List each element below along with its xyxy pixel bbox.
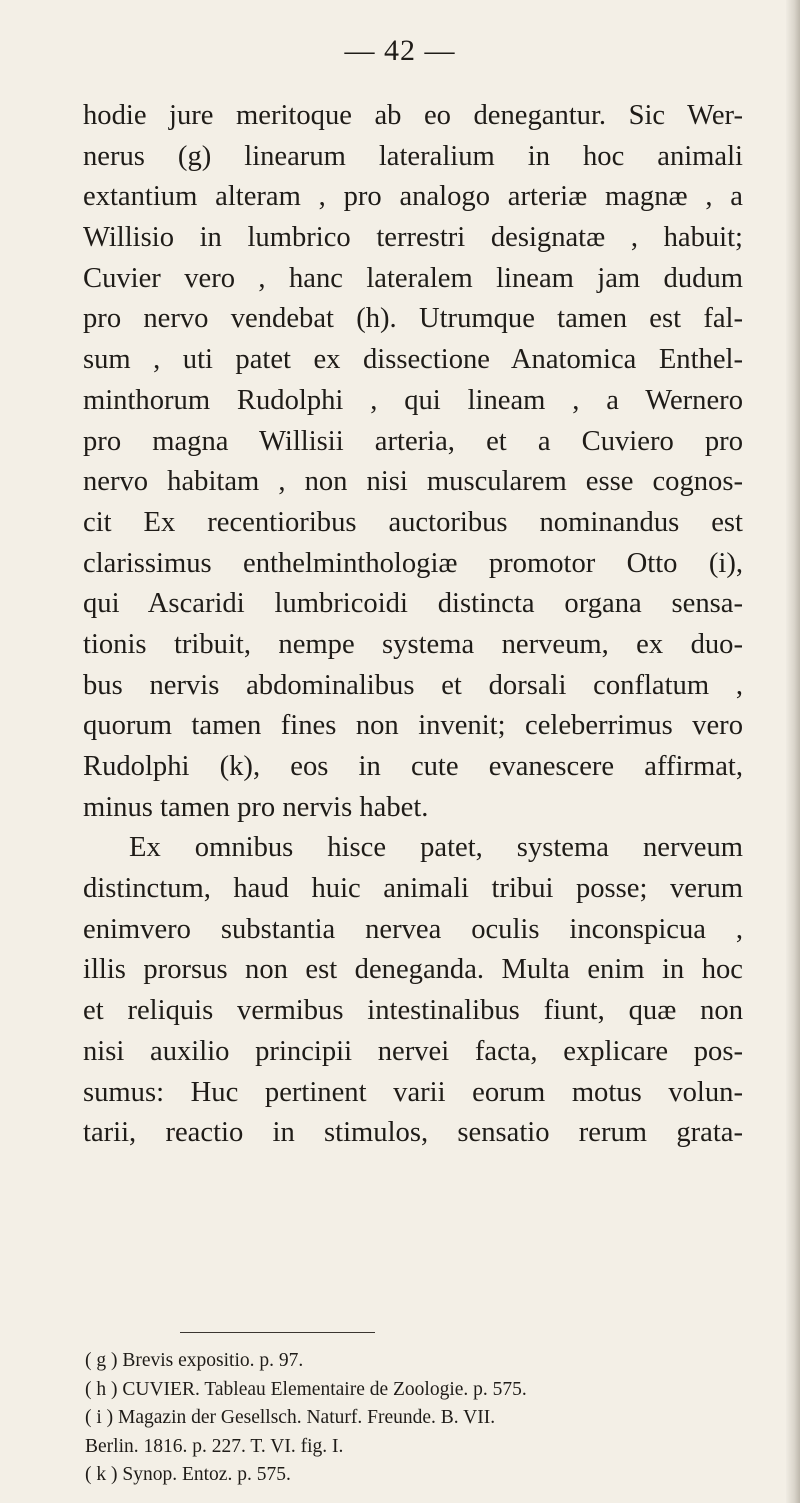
text-line: nisi auxilio principii nervei facta, explicare pos-: [83, 1035, 743, 1067]
body-text: [83, 96, 743, 1154]
footnote-i: ( i ) Magazin der Gesellsch. Naturf. Freunde. B. VII.: [85, 1407, 496, 1428]
text-line: bus nervis abdominalibus et dorsali conflatum ,: [83, 669, 743, 701]
text-line: clarissimus enthelminthologiæ promotor Otto (i),: [83, 547, 743, 579]
footnote-k: ( k ) Synop. Entoz. p. 575.: [85, 1464, 291, 1485]
page-edge: [786, 0, 800, 1503]
page-number: — 42 —: [344, 34, 456, 67]
footnote-divider: [180, 1332, 375, 1333]
text-line: sum , uti patet ex dissectione Anatomica Enthel-: [83, 344, 743, 376]
text-line: nerus (g) linearum lateralium in hoc animali: [83, 140, 743, 172]
text-line: tionis tribuit, nempe systema nerveum, ex duo-: [83, 628, 743, 660]
footnote-g: ( g ) Brevis expositio. p. 97.: [85, 1350, 304, 1371]
text-line: Rudolphi (k), eos in cute evanescere affirmat,: [83, 751, 743, 782]
text-line: et reliquis vermibus intestinalibus fiunt, quæ non: [83, 995, 743, 1027]
text-line: quorum tamen fines non invenit; celeberrimus vero: [83, 710, 743, 742]
text-line: hodie jure meritoque ab eo denegantur. Sic Wer-: [83, 100, 743, 131]
text-line: minus tamen pro nervis habet.: [83, 791, 429, 823]
footnote-i-continued: Berlin. 1816. p. 227. T. VI. fig. I.: [85, 1435, 344, 1457]
text-line: Willisio in lumbrico terrestri designatæ , habuit;: [83, 222, 743, 254]
text-line: sumus: Huc pertinent varii eorum motus volun-: [83, 1076, 743, 1108]
text-line: pro nervo vendebat (h). Utrumque tamen est fal-: [83, 303, 743, 335]
text-line: distinctum, haud huic animali tribui posse; verum: [83, 873, 743, 905]
text-line: qui Ascaridi lumbricoidi distincta organa sensa-: [83, 588, 743, 620]
text-line: pro magna Willisii arteria, et a Cuviero pro: [83, 425, 743, 457]
text-line: tarii, reactio in stimulos, sensatio rerum grata-: [83, 1117, 743, 1149]
text-line: cit Ex recentioribus auctoribus nominandus est: [83, 506, 743, 538]
text-line: extantium alteram , pro analogo arteriæ magnæ , a: [83, 181, 743, 213]
text-line: illis prorsus non est deneganda. Multa enim in hoc: [83, 954, 743, 986]
text-line: minthorum Rudolphi , qui lineam , a Wernero: [83, 384, 743, 416]
footnotes: [85, 1347, 745, 1490]
footnote-h: ( h ) CUVIER. Tableau Elementaire de Zoologie. p. 575.: [85, 1378, 527, 1400]
text-line: nervo habitam , non nisi muscularem esse cognos-: [83, 466, 743, 498]
text-line: Ex omnibus hisce patet, systema nerveum: [129, 832, 743, 864]
text-line: enimvero substantia nervea oculis inconspicua ,: [83, 913, 743, 945]
text-line: Cuvier vero , hanc lateralem lineam jam dudum: [83, 262, 743, 294]
